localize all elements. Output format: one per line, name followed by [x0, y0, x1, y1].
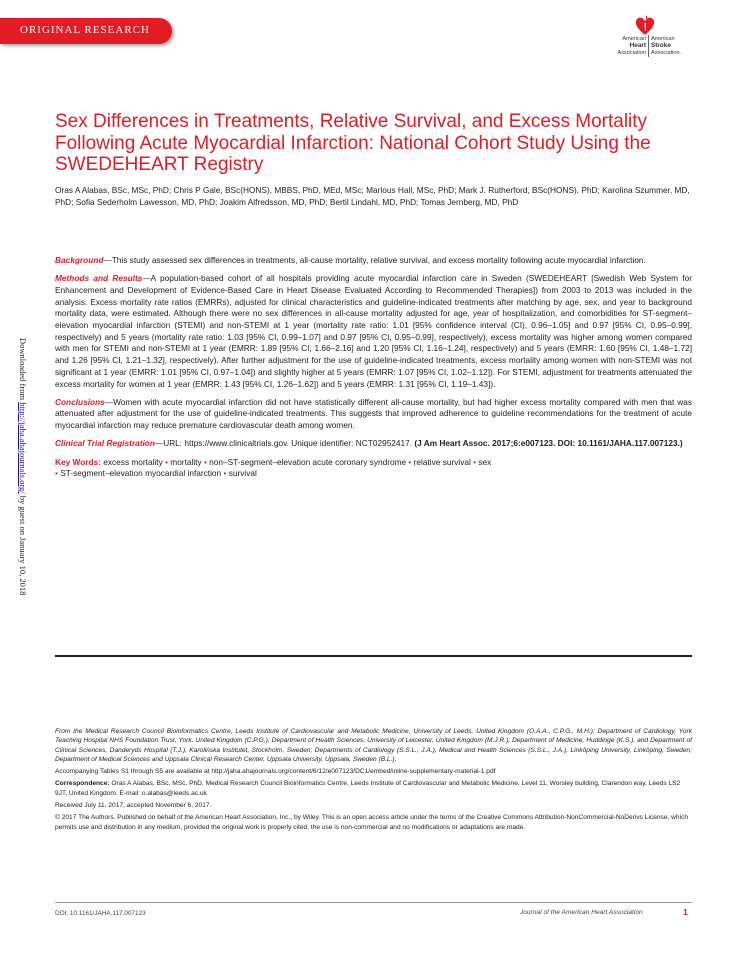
aha-wordmark: American Heart Association [617, 36, 646, 56]
download-link[interactable]: http://jaha.ahajournals.org/ [18, 402, 28, 494]
keyword-item: relative survival [413, 456, 471, 467]
abstract-background: Background—This study assessed sex differences in treatments, all-cause mortality, relative survival, and excess mortality following acute myocardial infarction. [55, 255, 646, 265]
keyword-item: excess mortality [103, 456, 163, 467]
received-dates: Received July 11, 2017; accepted November 6, 2017. [55, 802, 212, 810]
abstract-trial-registration: Clinical Trial Registration—URL: https://www.clinicaltrials.gov. Unique identifier: NCT02952417. (J Am Heart Assoc. 2017;6:e007123. DOI: 10.1161/JAHA.117.007123.) [55, 438, 683, 449]
section-badge [0, 18, 172, 44]
footer-journal: Journal of the American Heart Association [520, 909, 643, 916]
footer-doi: DOI: 10.1161/JAHA.117.007123 [55, 910, 146, 917]
methods-heading: Methods and Results [55, 273, 143, 284]
footnotes [55, 727, 692, 835]
keyword-separator: • [203, 456, 207, 467]
abstract [55, 255, 692, 486]
footer-divider [55, 902, 692, 903]
background-heading: Background [55, 255, 104, 265]
keyword-item: sex [478, 456, 492, 467]
aha-logo [596, 14, 696, 62]
citation: (J Am Heart Assoc. 2017;6:e007123. DOI: 10.1161/JAHA.117.007123.) [414, 438, 683, 449]
supplement-note: Accompanying Tables S1 through S5 are available at http://jaha.ahajournals.org/content/6/12/e007123/DC1/embed/inline-supplementary-material-1.pdf [55, 768, 496, 776]
heart-torch-icon [634, 14, 656, 36]
correspondence-label: Correspondence: [55, 780, 110, 788]
page-number: 1 [683, 907, 688, 917]
license-statement: © 2017 The Authors. Published on behalf of the American Heart Association, Inc., by Wiley. This is an open access article under the terms of the Creative Commons Attribution-NonCommercial-NoDerivs License, which permits use and distribution in any medium, provided the original work is properly cited, the use is non-commercial and no modifications or adaptations are made. [55, 814, 689, 831]
keywords-heading: Key Words: [55, 456, 101, 467]
keyword-separator: • [165, 456, 168, 467]
conclusions-heading: Conclusions [55, 396, 105, 407]
abstract-divider [55, 655, 692, 657]
keyword-separator: • [408, 456, 412, 467]
keyword-item: survival [228, 468, 257, 479]
keyword-item: ST-segment–elevation myocardial infarction [60, 468, 222, 479]
keyword-item: non–ST-segment–elevation acute coronary syndrome [209, 456, 407, 467]
abstract-conclusions: Conclusions—Women with acute myocardial infarction did not have statistically different all-cause mortality, but had higher excess mortality compared with men that was attenuated after adjustment for the use of guideline-indicated treatments. This suggests that improved adherence to guideline recommendations for the treatment of acute myocardial infarction may reduce premature cardiovascular death among women. [55, 396, 692, 431]
logo-divider [648, 35, 649, 57]
article-title: Sex Differences in Treatments, Relative Survival, and Excess Mortality Following Acute Myocardial Infarction: National Cohort Study Using the SWEDEHEART Registry [55, 111, 651, 175]
badge-label: ORIGINAL RESEARCH [20, 24, 150, 36]
keyword-separator: • [223, 468, 227, 479]
correspondence: Correspondence: Oras A Alabas, BSc, MSc, PhD, Medical Research Council Bioinformatics Centre, Leeds Institute of Cardiovascular and Metabolic Medicine, Level 11, Worsley building, Clarendon way, Leeds LS2 9JT, United Kingdom. E-mail: o.alabas@leeds.ac.uk [55, 780, 681, 797]
keyword-item: mortality [170, 456, 202, 467]
affiliations: From the Medical Research Council Bioinformatics Centre, Leeds Institute of Cardiovascular and Metabolic Medicine, University of Leeds, United Kingdom (O.A.A., C.P.G., M.H.); Department of Cardiology, York Teaching Hospital NHS Foundation Trust, York, United Kingdom (C.P.G.); Department of Health Sciences, University of Leicester, United Kingdom (M.J.R.); Department of Medicine, Huddinge (K.S.), and Department of Clinical Sciences, Danderyds Hospital (T.J.), Karolinska Institutet, Stockholm, Sweden; Departments of Cardiology (S.S.L., J.A.), Medical and Health Sciences (S.S.L., J.A.), Linköping University, Linköping, Sweden; Department of Medical Sciences and Uppsala Clinical Research Center, Uppsala University, Uppsala, Sweden (B.L.). [55, 728, 692, 763]
abstract-methods: Methods and Results—A population-based cohort of all hospitals providing acute myocardial infarction care in Sweden (SWEDEHEART [Swedish Web System for Enhancement and Development of Evidence-Based Care in Heart Disease Evaluated According to Recommended Therapies]) from 2003 to 2013 was included in the analysis. Excess mortality rate ratios (EMRRs), adjusted for clinical characteristics and guideline-indicated treatments after matching by age, sex, and year to background mortality data, were estimated. Although there were no sex differences in all-cause mortality adjusted for age, year of hospitalization, and comorbidities for ST-segment–elevation myocardial infarction (STEMI) and non-STEMI at 1 year (mortality rate ratio: 1.01 [95% confidence interval (CI), 0.96–1.05] and 0.97 [95% CI, 0.95–0.99], respectively) and 5 years (mortality rate ratio: 1.03 [95% CI, 0.99–1.07] and 0.97 [95% CI, 0.95–0.99], respectively), excess mortality was higher among women compared with men for STEMI and non-STEMI at 1 year (EMRR: 1.89 [95% CI, 1.66–2.16] and 1.20 [95% CI, 1.16–1.24], respectively) and 5 years (EMRR: 1.60 [95% CI, 1.48–1.72] and 1.26 [95% CI, 1.21–1.32], respectively). After further adjustment for the use of guideline-indicated treatments, excess mortality among women with non-STEMI was not significant at 1 year (EMRR: 1.01 [95% CI, 0.97–1.04]) and slightly higher at 5 years (EMRR: 1.07 [95% CI, 1.02–1.12]). For STEMI, adjustment for treatments attenuated the excess mortality for women at 1 year (EMRR: 1.43 [95% CI, 1.26–1.62]) and 5 years (EMRR: 1.31 [95% CI, 1.19–1.43]). [55, 273, 692, 389]
keyword-separator: • [473, 456, 477, 467]
keyword-separator: • [55, 468, 58, 479]
download-notice: Downloaded from http://jaha.ahajournals.org/ by guest on January 10, 2018 [18, 338, 28, 596]
asa-wordmark: American Stroke Association. [651, 36, 682, 56]
keywords [55, 457, 692, 480]
author-list: Oras A Alabas, BSc, MSc, PhD; Chris P Gale, BSc(HONS), MBBS, PhD, MEd, MSc; Marlous Hall, MSc, PhD; Mark J. Rutherford, BSc(HONS), PhD; Karolina Szummer, MD, PhD; Sofia Sederholm Lawesson, MD, PhD; Joakim Alfredsson, MD, PhD; Bertil Lindahl, MD, PhD; Tomas Jernberg, MD, PhD [55, 185, 690, 207]
trial-heading: Clinical Trial Registration [55, 438, 155, 449]
